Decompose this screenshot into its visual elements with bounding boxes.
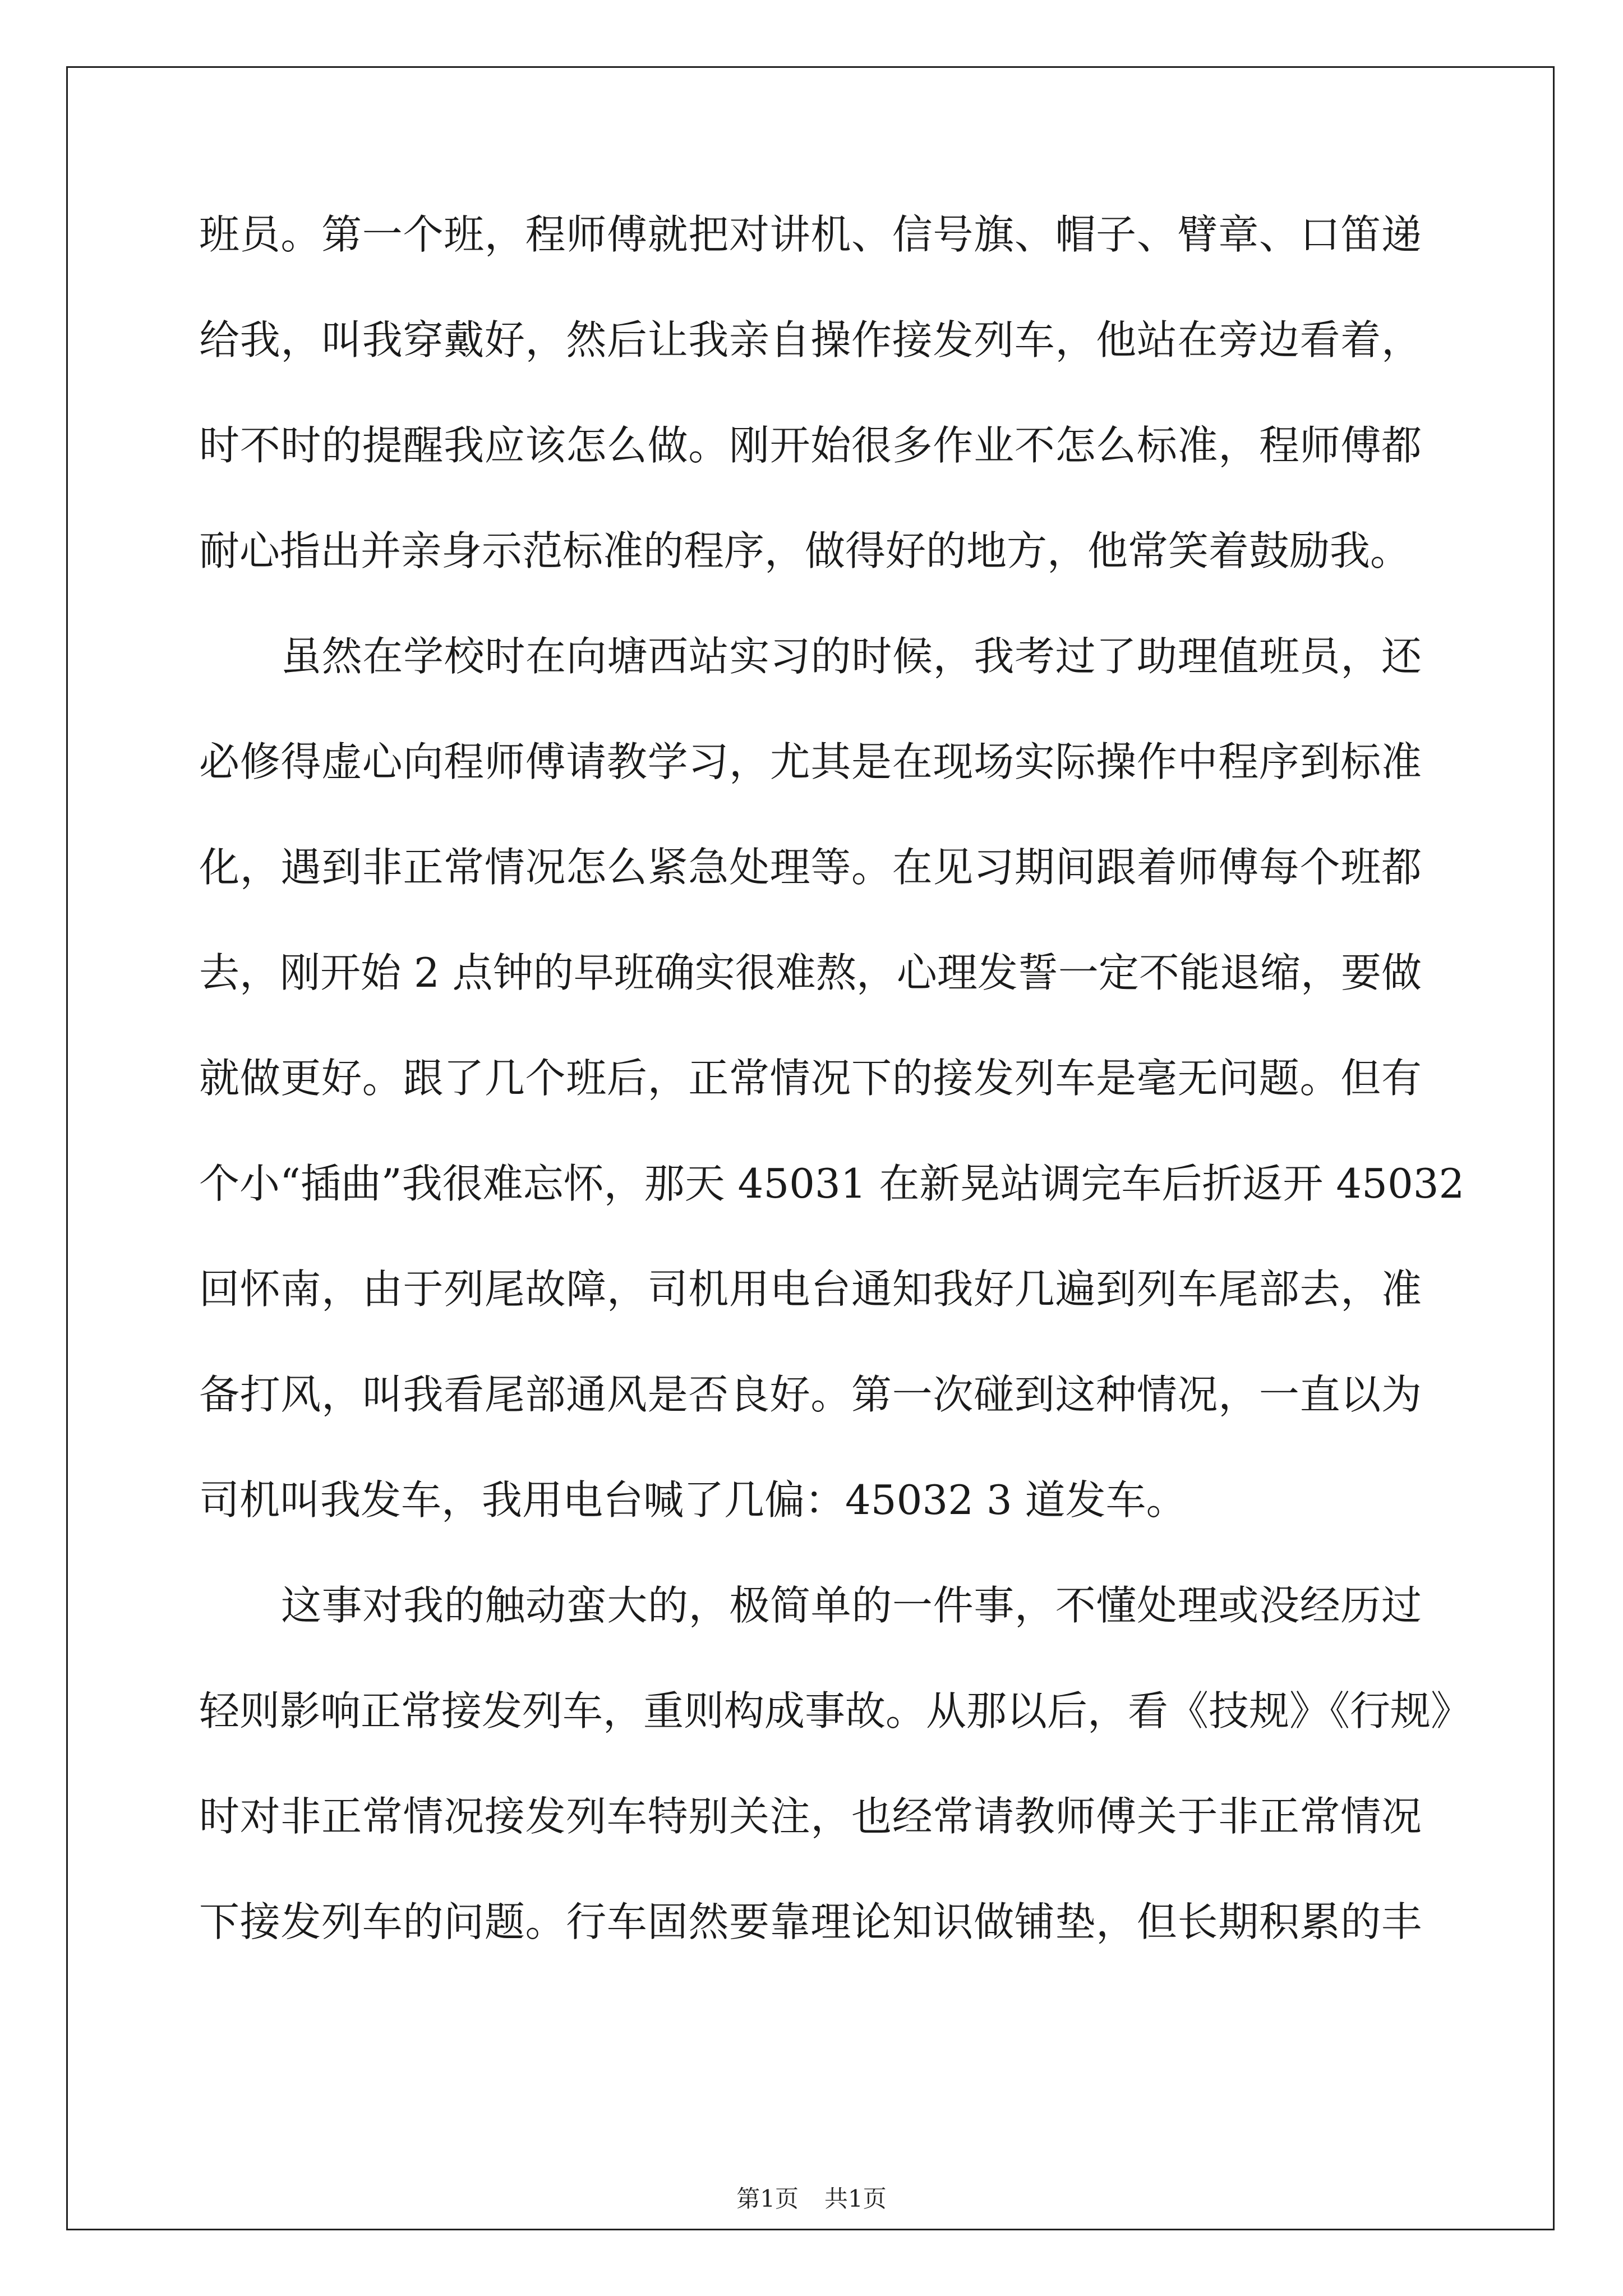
page-total: 共1页 [824, 2185, 887, 2212]
text-line: 轻则影响正常接发列车，重则构成事故。从那以后，看《技规》《行规》 [199, 1687, 1472, 1734]
text-line: 回怀南，由于列尾故障，司机用电台通知我好几遍到列车尾部去，准 [199, 1266, 1422, 1313]
text-line: 去，刚开始 2 点钟的早班确实很难熬，心理发誓一定不能退缩，要做 [199, 949, 1422, 996]
text-line: 就做更好。跟了几个班后，正常情况下的接发列车是毫无问题。但有 [199, 1055, 1422, 1102]
text-line: 时不时的提醒我应该怎么做。刚开始很多作业不怎么标准，程师傅都 [199, 422, 1422, 469]
text-line: 耐心指出并亲身示范标准的程序，做得好的地方，他常笑着鼓励我。 [199, 527, 1411, 574]
text-line: 虽然在学校时在向塘西站实习的时候，我考过了助理值班员，还 [281, 633, 1422, 680]
text-line: 这事对我的触动蛮大的，极简单的一件事，不懂处理或没经历过 [281, 1582, 1422, 1629]
text-line: 备打风，叫我看尾部通风是否良好。第一次碰到这种情况，一直以为 [199, 1371, 1422, 1418]
text-line: 个小“插曲”我很难忘怀，那天 45031 在新晃站调完车后折返开 45032 [199, 1160, 1465, 1207]
text-line: 司机叫我发车，我用电台喊了几偏：45032 3 道发车。 [199, 1476, 1187, 1524]
text-line: 必修得虚心向程师傅请教学习，尤其是在现场实际操作中程序到标准 [199, 738, 1422, 785]
text-line: 给我，叫我穿戴好，然后让我亲自操作接发列车，他站在旁边看着， [199, 316, 1422, 364]
page-footer [0, 2182, 1623, 2216]
text-line: 下接发列车的问题。行车固然要靠理论知识做铺垫，但长期积累的丰 [199, 1898, 1422, 1945]
page-number: 第1页 [736, 2185, 799, 2212]
text-line: 班员。第一个班，程师傅就把对讲机、信号旗、帽子、臂章、口笛递 [199, 211, 1422, 258]
text-line: 化，遇到非正常情况怎么紧急处理等。在见习期间跟着师傅每个班都 [199, 844, 1422, 891]
text-line: 时对非正常情况接发列车特别关注，也经常请教师傅关于非正常情况 [199, 1793, 1422, 1840]
